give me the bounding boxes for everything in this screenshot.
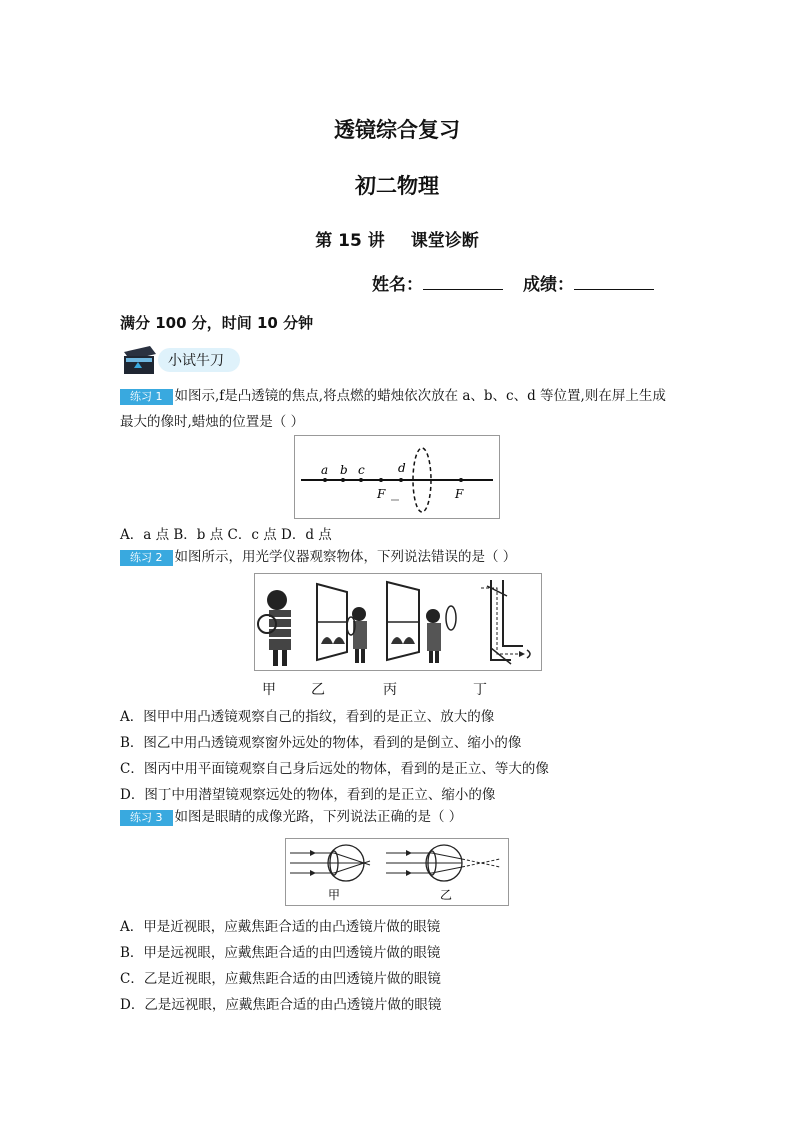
question-text: 如图是眼睛的成像光路，下列说法正确的是（ ） — [174, 809, 463, 825]
optical-instruments-figure — [254, 573, 542, 671]
book-icon — [120, 342, 160, 376]
label-d: d — [398, 461, 406, 475]
label-a: a — [321, 463, 329, 477]
question-1-options: A．a 点 B．b 点 C．c 点 D．d 点 — [120, 527, 332, 543]
option-a: A．甲是近视眼，应戴焦距合适的由凸透镜片做的眼镜 — [120, 919, 441, 935]
question-text: 如图所示，用光学仪器观察物体，下列说法错误的是（ ） — [174, 549, 517, 565]
name-score-row — [372, 270, 654, 295]
question-tag: 练习 3 — [120, 810, 173, 826]
name-label: 姓名： — [372, 275, 423, 295]
option-b: B．图乙中用凸透镜观察窗外远处的物体，看到的是倒立、缩小的像 — [120, 735, 522, 751]
option-c: C．图丙中用平面镜观察自己身后远处的物体，看到的是正立、等大的像 — [120, 761, 549, 777]
lens-diagram — [294, 435, 500, 519]
worksheet-subtitle: 初二物理 — [355, 174, 439, 198]
question-1 — [120, 383, 680, 435]
label-b: b — [340, 463, 348, 477]
section-label: 小试牛刀 — [168, 353, 224, 369]
question-2-options — [120, 704, 549, 808]
caption-yi: 乙 — [311, 682, 325, 698]
name-blank[interactable] — [423, 273, 503, 290]
figure-yi — [317, 584, 367, 663]
option-c: C．乙是近视眼，应戴焦距合适的由凹透镜片做的眼镜 — [120, 971, 441, 987]
eye-jia — [290, 845, 370, 881]
eye-caption-yi: 乙 — [440, 888, 453, 902]
figure-bing — [387, 582, 456, 663]
question-3-options — [120, 914, 441, 1018]
question-2 — [120, 544, 680, 570]
worksheet-title: 透镜综合复习 — [334, 118, 460, 142]
option-d: D．图丁中用潜望镜观察远处的物体，看到的是正立、缩小的像 — [120, 787, 496, 803]
figure-ding — [481, 580, 530, 664]
section-banner — [120, 342, 242, 376]
eye-yi — [386, 845, 500, 881]
caption-ding: 丁 — [473, 682, 487, 698]
question-3 — [120, 804, 680, 830]
score-label: 成绩： — [523, 275, 574, 295]
caption-jia: 甲 — [262, 682, 276, 698]
score-blank[interactable] — [574, 273, 654, 290]
figure-jia — [258, 590, 291, 666]
label-c: c — [358, 463, 365, 477]
question-tag: 练习 2 — [120, 550, 173, 566]
option-a: A．图甲中用凸透镜观察自己的指纹，看到的是正立、放大的像 — [120, 709, 495, 725]
question-text: 如图示,f是凸透镜的焦点,将点燃的蜡烛依次放在 a、b、c、d 等位置,则在屏上生成 — [174, 388, 666, 404]
question-tag: 练习 1 — [120, 389, 173, 405]
eye-caption-jia: 甲 — [328, 888, 341, 902]
label-focus-left: F — [377, 487, 386, 501]
question-text-cont: 最大的像时,蜡烛的位置是（ ） — [120, 414, 305, 430]
figure-2-labels — [0, 679, 794, 699]
lecture-heading — [0, 226, 794, 251]
option-b: B．甲是远视眼，应戴焦距合适的由凹透镜片做的眼镜 — [120, 945, 441, 961]
eye-diagram — [285, 838, 509, 906]
option-d: D．乙是远视眼，应戴焦距合适的由凸透镜片做的眼镜 — [120, 997, 442, 1013]
caption-bing: 丙 — [383, 682, 397, 698]
label-focus-right: F — [455, 487, 464, 501]
exam-meta: 满分 100 分，时间 10 分钟 — [120, 314, 314, 332]
lecture-type: 课堂诊断 — [410, 231, 479, 251]
lecture-number: 第 15 讲 — [315, 231, 385, 251]
